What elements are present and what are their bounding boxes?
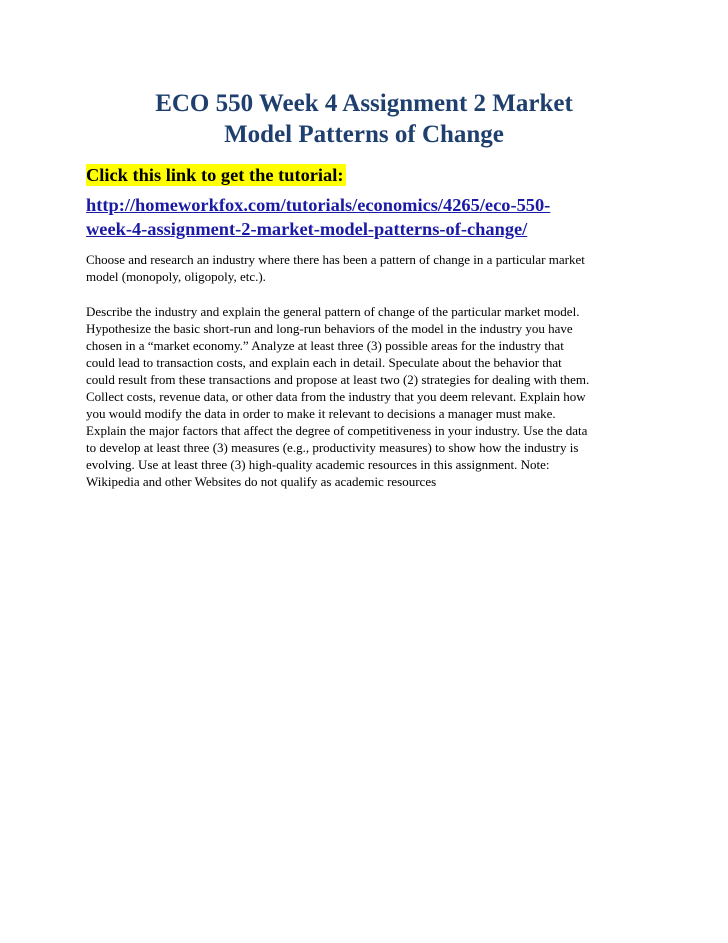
tutorial-link-line-2[interactable]: week-4-assignment-2-market-model-patterns-of-change/ xyxy=(86,219,528,239)
paragraph-line: to develop at least three (3) measures (e.g., productivity measures) to show how the industry is xyxy=(86,440,579,455)
paragraph-line: Collect costs, revenue data, or other data from the industry that you deem relevant. Explain how xyxy=(86,389,586,404)
page-title-line-2: Model Patterns of Change xyxy=(224,121,504,148)
paragraph-line: could lead to transaction costs, and explain each in detail. Speculate about the behavior that xyxy=(86,355,562,370)
paragraph-line: Choose and research an industry where there has been a pattern of change in a particular market xyxy=(86,252,585,267)
paragraph-line: could result from these transactions and propose at least two (2) strategies for dealing with them. xyxy=(86,372,590,387)
paragraph-line: evolving. Use at least three (3) high-quality academic resources in this assignment. Note: xyxy=(86,457,550,472)
tutorial-link[interactable] xyxy=(86,193,646,241)
page-title-line-1: ECO 550 Week 4 Assignment 2 Market xyxy=(155,90,573,117)
page-title xyxy=(60,88,668,150)
paragraph-line: Hypothesize the basic short-run and long-run behaviors of the model in the industry you have xyxy=(86,321,573,336)
tutorial-link-line-1[interactable]: http://homeworkfox.com/tutorials/economics/4265/eco-550- xyxy=(86,195,551,215)
paragraph-requirements xyxy=(86,303,656,490)
paragraph-line: Describe the industry and explain the general pattern of change of the particular market model. xyxy=(86,304,580,319)
tutorial-link-label: Click this link to get the tutorial: xyxy=(86,164,346,186)
paragraph-line: Wikipedia and other Websites do not qualify as academic resources xyxy=(86,474,437,489)
paragraph-line: Explain the major factors that affect the degree of competitiveness in your industry. Use the data xyxy=(86,423,588,438)
paragraph-line: model (monopoly, oligopoly, etc.). xyxy=(86,269,266,284)
paragraph-line: you would modify the data in order to make it relevant to decisions a manager must make. xyxy=(86,406,556,421)
paragraph-line: chosen in a “market economy.” Analyze at least three (3) possible areas for the industry that xyxy=(86,338,564,353)
paragraph-instructions xyxy=(86,251,656,285)
